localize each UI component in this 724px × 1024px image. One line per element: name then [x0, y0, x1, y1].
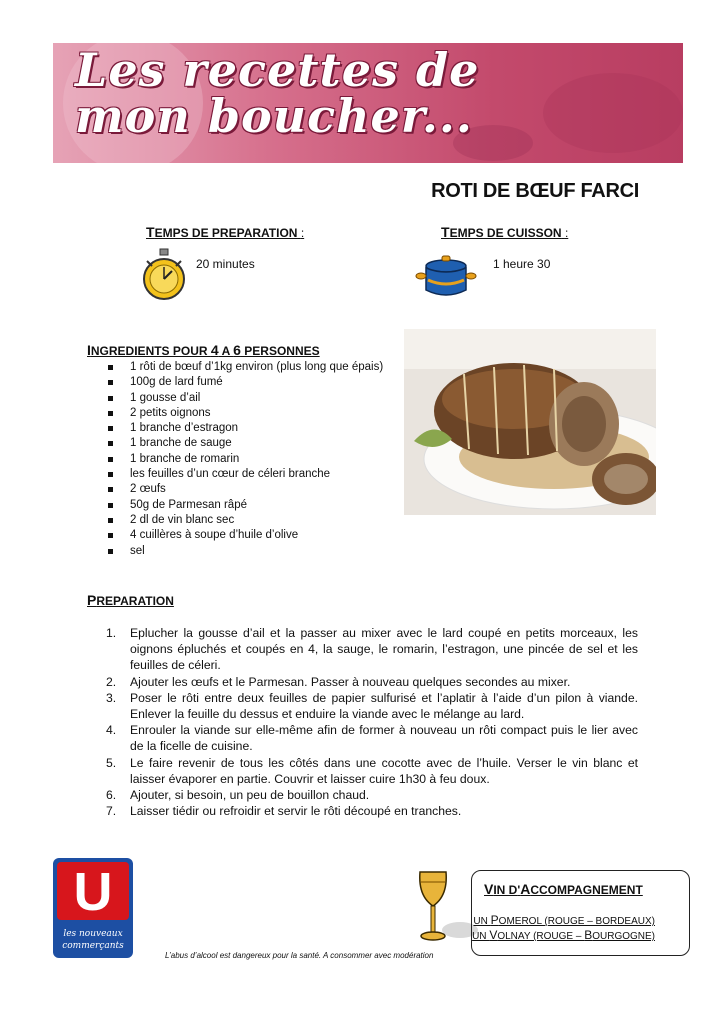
ingredients-list: [108, 360, 383, 559]
ingredient-item: 50g de Parmesan râpé: [108, 498, 383, 513]
step-text: Ajouter les œufs et le Parmesan. Passer à nouveau quelques secondes au mixer.: [130, 674, 571, 689]
ing-head-num2: 6: [233, 342, 241, 358]
wine-1-prefix: UN: [473, 916, 491, 927]
cook-time-value: 1 heure 30: [493, 257, 551, 271]
wine-2-prefix: UN: [472, 931, 490, 942]
cook-head-initial: T: [441, 224, 450, 240]
header-banner: [53, 43, 683, 163]
prep-head-colon: :: [300, 226, 305, 240]
step-number: 5.: [106, 755, 117, 770]
cook-head-text: EMPS DE CUISSON: [449, 226, 562, 240]
ingredient-item: les feuilles d’un cœur de céleri branche: [108, 467, 383, 482]
wine-option-1: [473, 913, 655, 927]
step-text: Enrouler la viande sur elle-même afin de former à nouveau un rôti compact puis le lier avec de la ficelle de cuisine.: [130, 723, 638, 754]
step-number: 6.: [106, 788, 117, 803]
ing-head-end: PERSONNES: [240, 344, 320, 358]
wine-2-end: OURGOGNE): [592, 931, 655, 942]
wine-head-rest: CCOMPAGNEMENT: [530, 883, 643, 897]
step-item: [106, 803, 638, 819]
wine-glass-icon: [410, 870, 480, 946]
prep-section-text: REPARATION: [96, 594, 174, 608]
step-number: 2.: [106, 674, 117, 689]
logo-tagline-2: commerçants: [62, 941, 124, 951]
wine-option-2: [472, 928, 655, 942]
ing-head-initial: I: [87, 342, 91, 358]
step-item: [106, 787, 638, 803]
ingredient-item: sel: [108, 544, 383, 559]
step-text: Laisser tiédir ou refroidir et servir le rôti découpé en tranches.: [130, 804, 462, 819]
logo-tagline-1: les nouveaux: [63, 929, 123, 939]
logo-letter: U: [73, 862, 113, 922]
cook-head-colon: :: [564, 226, 569, 240]
ingredient-item: 2 dl de vin blanc sec: [108, 513, 383, 528]
alcohol-disclaimer: L’abus d’alcool est dangereux pour la santé. A consommer avec modération: [165, 951, 434, 960]
step-text: Ajouter, si besoin, un peu de bouillon chaud.: [130, 788, 370, 803]
step-item: [106, 690, 638, 722]
cooking-pot-icon: [415, 250, 477, 302]
wine-2-initial: V: [489, 928, 498, 942]
wine-heading: [484, 881, 643, 897]
step-text: Poser le rôti entre deux feuilles de papier sulfurisé et l’aplatir à l’aide d’un pilon à viande. Enlever la feuille du dessus et enduire la viande avec le mélange au lard.: [130, 690, 638, 722]
preparation-heading: [87, 592, 174, 608]
ingredient-item: 100g de lard fumé: [108, 375, 383, 390]
wine-head-apostrophe: ': [517, 883, 521, 897]
wine-2-rest: OLNAY (ROUGE –: [497, 931, 585, 942]
step-item: [106, 625, 638, 674]
ingredient-item: 1 rôti de bœuf d’1kg environ (plus long que épais): [108, 360, 383, 375]
ing-head-a: A: [218, 344, 234, 358]
step-number: 4.: [106, 723, 117, 738]
ing-head-text: NGREDIENTS POUR: [90, 344, 211, 358]
ing-head-num1: 4: [210, 342, 219, 358]
prep-time-heading: [146, 224, 304, 240]
step-text: Eplucher la gousse d’ail et la passer au mixer avec le lard coupé en petits morceaux, les oignons épluchés et coupés en 4, la sauge, le romarin, l’estragon, une pincée de sel et les feuilles de céleri.: [130, 626, 638, 673]
ingredient-item: 1 branche d’estragon: [108, 421, 383, 436]
ingredient-item: 1 branche de sauge: [108, 436, 383, 451]
prep-head-initial: T: [146, 224, 155, 240]
ingredient-item: 4 cuillères à soupe d’huile d’olive: [108, 528, 383, 543]
step-number: 3.: [106, 690, 117, 705]
step-item: [106, 755, 638, 787]
wine-1-rest: OMEROL (ROUGE – BORDEAUX): [498, 916, 655, 927]
step-number: 1.: [106, 626, 117, 640]
preparation-steps: [106, 625, 638, 819]
banner-line-1: Les recettes de: [75, 43, 480, 97]
super-u-logo: [53, 858, 133, 958]
wine-2-initial-b: B: [584, 928, 593, 942]
ingredient-item: 2 petits oignons: [108, 406, 383, 421]
wine-1-initial: P: [490, 913, 499, 927]
wine-head-initial-2: A: [520, 881, 531, 897]
cook-time-heading: [441, 224, 568, 240]
prep-head-text: EMPS DE PREPARATION: [154, 226, 298, 240]
roast-beef-photo: [404, 329, 656, 515]
wine-head-text: IN D: [493, 883, 518, 897]
banner-line-2: mon boucher...: [75, 89, 473, 143]
stopwatch-icon: [138, 247, 190, 303]
ingredients-heading: [87, 342, 320, 358]
step-text: Le faire revenir de tous les côtés dans une cocotte avec de l’huile. Verser le vin blanc et laisser évaporer en partie. Couvrir et laisser cuire 1h30 à feu doux.: [130, 755, 638, 786]
recipe-title: ROTI DE BŒUF FARCI: [431, 180, 639, 202]
step-item: [106, 722, 638, 754]
ingredient-item: 1 gousse d’ail: [108, 391, 383, 406]
ingredient-item: 1 branche de romarin: [108, 452, 383, 467]
ingredient-item: 2 œufs: [108, 482, 383, 497]
wine-head-initial: V: [484, 881, 494, 897]
step-item: [106, 674, 638, 690]
prep-section-initial: P: [87, 592, 97, 608]
banner-title: [75, 43, 480, 143]
wine-pairing-box: [471, 870, 690, 956]
step-number: 7.: [106, 804, 117, 819]
prep-time-value: 20 minutes: [196, 257, 255, 271]
